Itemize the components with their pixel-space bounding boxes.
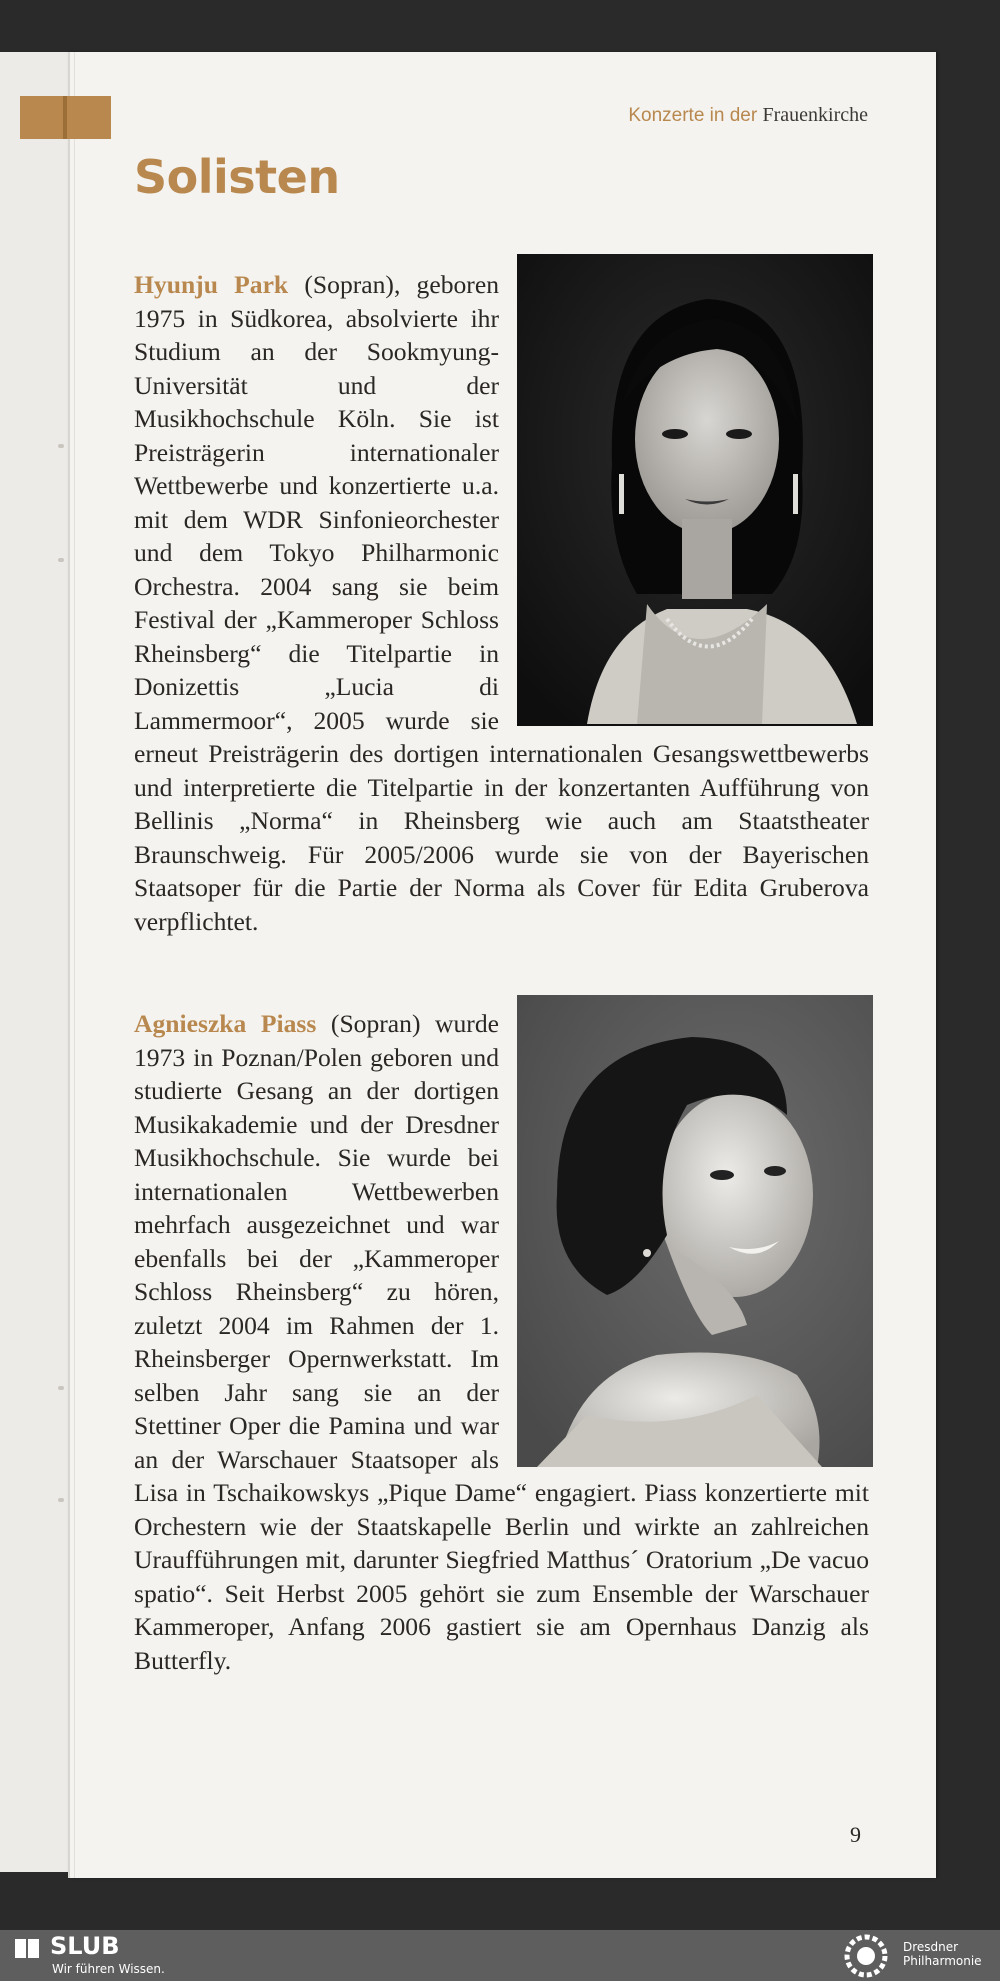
partner-name: Dresdner Philharmonie xyxy=(903,1940,982,1968)
staple-mark xyxy=(58,1386,64,1390)
library-name: SLUB xyxy=(50,1932,120,1960)
header-prefix: Konzerte in der xyxy=(628,105,763,126)
book-icon xyxy=(14,1936,40,1962)
running-header xyxy=(628,104,868,127)
soloist-bio: (Sopran) wurde 1973 in Poznan/Polen geboren und studierte Gesang an der dortigen Musikakademie und der Dresdner Musikhochschule. Sie wurde bei internationalen Wettbewerben mehrfach ausgezeichnet und war ebenfalls bei der „Kammeroper Schloss Rheinsberg“ zu hören, zuletzt 2004 im Rahmen der 1. Rheinsberger Opernwerkstatt. Im selben Jahr sang sie an der Stettiner Oper die Pamina und war an der Warschauer Staatsoper als Lisa in Tschaikowskys „Pique Dame“ engagiert. Piass konzertierte mit Orchestern wie der Staatskapelle Berlin und wirkte an zahlreichen Uraufführungen mit, darunter Siegfried Matthus´ Oratorium „De vacuo spatio“. Seit Herbst 2005 gehört sie zum Ensemble der Warschauer Kammeroper, Anfang 2006 gastiert sie am Opernhaus Danzig als Butterfly. xyxy=(134,1009,869,1675)
soloist-name: Agnieszka Piass xyxy=(134,1009,317,1038)
portrait-photo-piass xyxy=(517,995,873,1467)
staple-mark xyxy=(58,1498,64,1502)
section-tab-mark xyxy=(20,96,111,139)
library-tagline: Wir führen Wissen. xyxy=(52,1962,165,1976)
soloist-section-park xyxy=(134,268,869,938)
left-page-edge xyxy=(0,52,69,1872)
soloist-section-piass xyxy=(134,1007,869,1677)
footer-bar xyxy=(0,1930,1000,1981)
staple-mark xyxy=(58,444,64,448)
portrait-image xyxy=(517,995,873,1467)
portrait-image xyxy=(517,254,873,726)
soloist-name: Hyunju Park xyxy=(134,270,289,299)
philharmonie-logo-icon xyxy=(842,1934,890,1978)
soloist-bio: (Sopran), geboren 1975 in Südkorea, absolvierte ihr Studium an der Sookmyung-Universität und der Musikhochschule Köln. Sie ist Preisträgerin internationaler Wettbewerbe und konzertierte u.a. mit dem WDR Sinfonieorchester und dem Tokyo Philharmonic Orchestra. 2004 sang sie beim Festival der „Kammeroper Schloss Rheinsberg“ die Titelpartie in Donizettis „Lucia di Lammermoor“, 2005 wurde sie erneut Preisträgerin des dortigen internationalen Gesangswettbewerbs und interpretierte die Titelpartie in der konzertanten Aufführung von Bellinis „Norma“ in Rheinsberg wie auch am Staatstheater Braunschweig. Für 2005/2006 wurde sie von der Bayerischen Staatsoper für die Partie der Norma als Cover für Edita Gruberova verpflichtet. xyxy=(134,270,869,936)
page-title: Solisten xyxy=(134,150,340,204)
page-number: 9 xyxy=(850,1822,861,1847)
header-accent: Frauenkirche xyxy=(762,104,868,126)
portrait-photo-park xyxy=(517,254,873,726)
staple-mark xyxy=(58,558,64,562)
